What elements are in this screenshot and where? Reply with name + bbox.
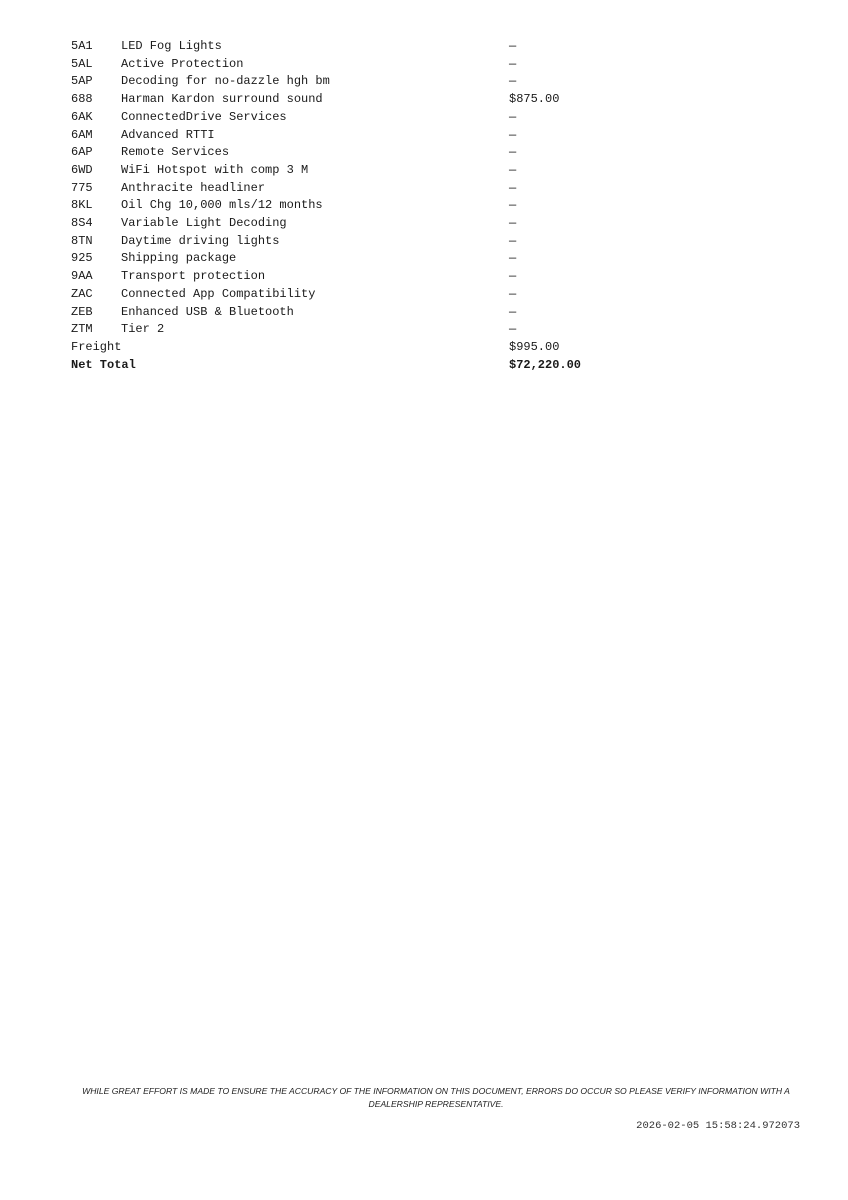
- option-description: Transport protection: [121, 269, 266, 284]
- table-row: [71, 233, 629, 251]
- table-row: [71, 144, 629, 162]
- table-row: [71, 180, 629, 198]
- option-description: Decoding for no-dazzle hgh bm: [121, 74, 330, 89]
- option-description: ConnectedDrive Services: [121, 109, 287, 124]
- option-code: 9AA: [71, 269, 93, 284]
- option-description: LED Fog Lights: [121, 39, 222, 53]
- option-price: —: [509, 251, 517, 266]
- option-description: Remote Services: [121, 145, 230, 160]
- table-row: [71, 73, 629, 91]
- option-description: Variable Light Decoding: [121, 216, 287, 231]
- freight-row: [71, 339, 629, 357]
- option-code: 6AK: [71, 109, 93, 124]
- option-description: Shipping package: [121, 251, 237, 266]
- option-price: —: [509, 39, 517, 53]
- option-code: 8TN: [71, 233, 93, 248]
- table-row: [71, 127, 629, 145]
- option-description: Anthracite headliner: [121, 180, 266, 195]
- option-description: Daytime driving lights: [121, 233, 280, 248]
- timestamp: 2026-02-05 15:58:24.972073: [636, 1120, 800, 1132]
- net-total-row: [71, 357, 629, 375]
- table-row: [71, 91, 629, 109]
- table-row: [71, 268, 629, 286]
- options-table: [71, 38, 629, 374]
- table-row: [71, 321, 629, 339]
- option-code: ZAC: [71, 286, 93, 301]
- option-description: Connected App Compatibility: [121, 286, 316, 301]
- option-code: 8KL: [71, 198, 93, 213]
- options-list: [71, 38, 629, 374]
- option-code: 6AM: [71, 127, 93, 142]
- option-code: 5AL: [71, 56, 93, 71]
- option-price: —: [509, 145, 517, 160]
- freight-price: $995.00: [509, 339, 560, 354]
- option-description: Tier 2: [121, 322, 165, 337]
- option-code: 5A1: [71, 39, 93, 53]
- option-price: —: [509, 198, 517, 213]
- option-price: —: [509, 304, 517, 319]
- option-code: ZEB: [71, 304, 93, 319]
- option-price: —: [509, 127, 517, 142]
- table-row: [71, 250, 629, 268]
- table-row: [71, 162, 629, 180]
- table-row: [71, 56, 629, 74]
- option-description: Oil Chg 10,000 mls/12 months: [121, 198, 323, 213]
- table-row: [71, 38, 629, 56]
- table-row: [71, 197, 629, 215]
- table-row: [71, 215, 629, 233]
- option-code: 8S4: [71, 216, 93, 231]
- table-row: [71, 286, 629, 304]
- option-price: —: [509, 233, 517, 248]
- option-description: Active Protection: [121, 56, 244, 71]
- option-description: WiFi Hotspot with comp 3 M: [121, 162, 309, 177]
- option-code: 6WD: [71, 162, 93, 177]
- option-code: 6AP: [71, 145, 93, 160]
- option-price: —: [509, 322, 517, 337]
- disclaimer: WHILE GREAT EFFORT IS MADE TO ENSURE THE ACCURACY OF THE INFORMATION ON THIS DOCUMENT, ERRORS DO OCCUR SO PLEASE VERIFY INFORMATION WITH A DEALERSHIP REPRESENTATIVE.: [82, 1086, 790, 1109]
- option-price: —: [509, 162, 517, 177]
- net-total-price: $72,220.00: [509, 357, 582, 372]
- option-price: —: [509, 109, 517, 124]
- option-code: 775: [71, 180, 93, 195]
- option-code: 5AP: [71, 74, 93, 89]
- option-price: —: [509, 286, 517, 301]
- option-description: Advanced RTTI: [121, 127, 215, 142]
- option-price: —: [509, 269, 517, 284]
- option-code: 925: [71, 251, 93, 266]
- option-code: 688: [71, 92, 93, 107]
- option-description: Harman Kardon surround sound: [121, 92, 323, 107]
- freight-label: Freight: [71, 339, 122, 354]
- table-row: [71, 109, 629, 127]
- table-row: [71, 304, 629, 322]
- option-description: Enhanced USB & Bluetooth: [121, 304, 294, 319]
- option-price: —: [509, 216, 517, 231]
- net-total-label: Net Total: [71, 357, 136, 372]
- option-price: —: [509, 56, 517, 71]
- option-price: —: [509, 74, 517, 89]
- option-code: ZTM: [71, 322, 93, 337]
- option-price: $875.00: [509, 92, 560, 107]
- option-price: —: [509, 180, 517, 195]
